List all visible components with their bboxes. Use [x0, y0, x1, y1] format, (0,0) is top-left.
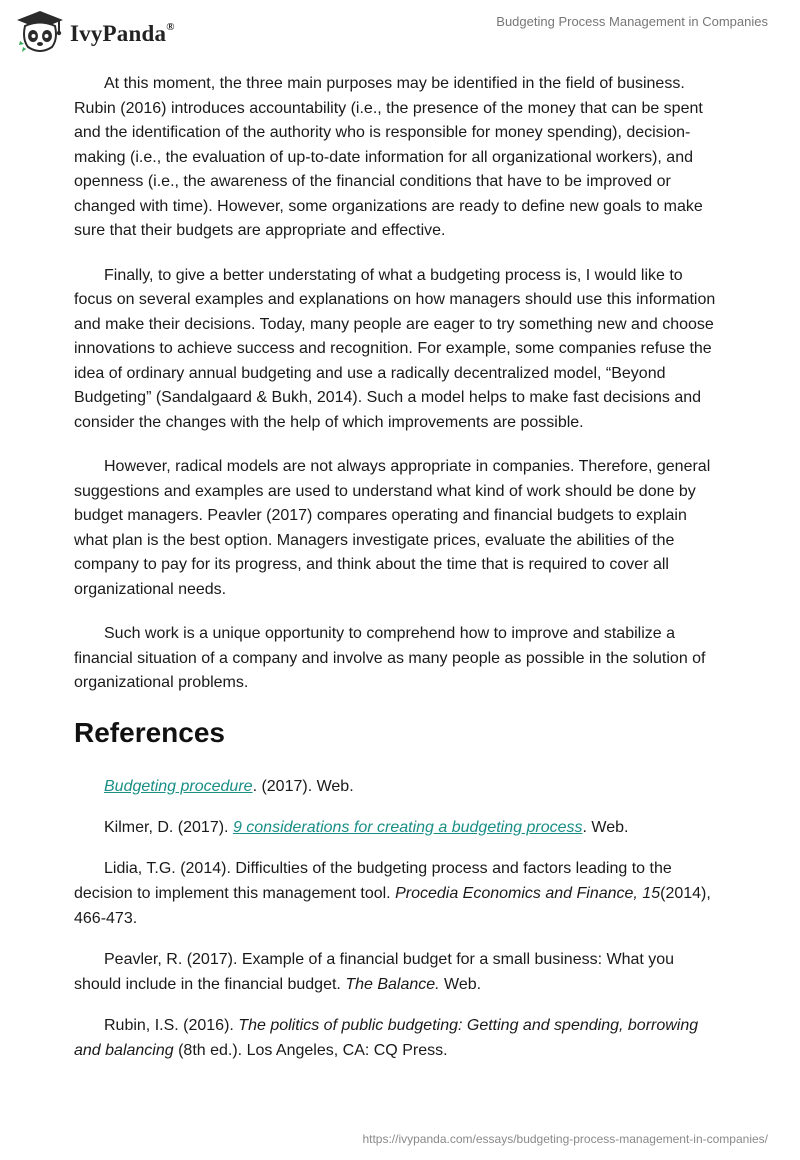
reference-item: Peavler, R. (2017). Example of a financial budget for a small business: What you should include in the financial budget. The Balance. Web.	[74, 950, 675, 993]
paragraph: However, radical models are not always appropriate in companies. Therefore, general suggestions and examples are used to understand what kind of work should be done by budget managers. Peavler (2017) compares operating and financial budgets to explain what plan is the best option. Managers investigate prices, evaluate the abilities of the company to pay for its progress, and think about the time that is required to cover all organizational needs.	[74, 458, 711, 598]
essay-body	[74, 72, 724, 1079]
reference-item: Kilmer, D. (2017). 9 considerations for creating a budgeting process. Web.	[104, 818, 629, 836]
reference-link[interactable]: 9 considerations for creating a budgeting process	[232, 818, 583, 836]
page-header	[0, 0, 800, 60]
panda-icon	[14, 9, 66, 55]
paragraph: At this moment, the three main purposes may be identified in the field of business. Rubin (2016) introduces accountability (i.e., the presence of the money that can be spent and the identification of the authority who is responsible for money spending), decision-making (i.e., the evaluation of up-to-date information for all organizational workers), and openness (i.e., the awareness of the financial conditions that have to be improved or changed with time). However, some organizations are ready to define new goals to make sure that their budgets are appropriate and effective.	[74, 75, 703, 239]
reference-item: Rubin, I.S. (2016). The politics of public budgeting: Getting and spending, borrowing and balancing (8th ed.). Los Angeles, CA: CQ Press.	[74, 1016, 699, 1059]
brand-name: IvyPanda®	[70, 21, 175, 46]
references-heading: References	[74, 716, 225, 748]
document-title: Budgeting Process Management in Companies	[496, 14, 768, 29]
ivypanda-logo[interactable]	[14, 8, 175, 56]
reference-link[interactable]: Budgeting procedure	[104, 777, 253, 795]
paragraph: Such work is a unique opportunity to comprehend how to improve and stabilize a financial situation of a company and involve as many people as possible in the solution of organizational problems.	[74, 625, 706, 691]
reference-item: Budgeting procedure. (2017). Web.	[104, 777, 354, 795]
paragraph: Finally, to give a better understating of what a budgeting process is, I would like to focus on several examples and explanations on how managers should use this information and make their decisions. Today, many people are eager to try something new and choose innovations to achieve success and recognition. For example, some companies refuse the idea of ordinary annual budgeting and use a radically decentralized model, “Beyond Budgeting” (Sandalgaard & Bukh, 2014). Such a model helps to make fast decisions and consider the changes with the help of which improvements are possible.	[74, 266, 716, 431]
reference-item: Lidia, T.G. (2014). Difficulties of the budgeting process and factors leading to the decision to implement this management tool. Procedia Economics and Finance, 15(2014), 466-473.	[74, 859, 711, 927]
footer-url[interactable]: https://ivypanda.com/essays/budgeting-process-management-in-companies/	[362, 1132, 768, 1146]
